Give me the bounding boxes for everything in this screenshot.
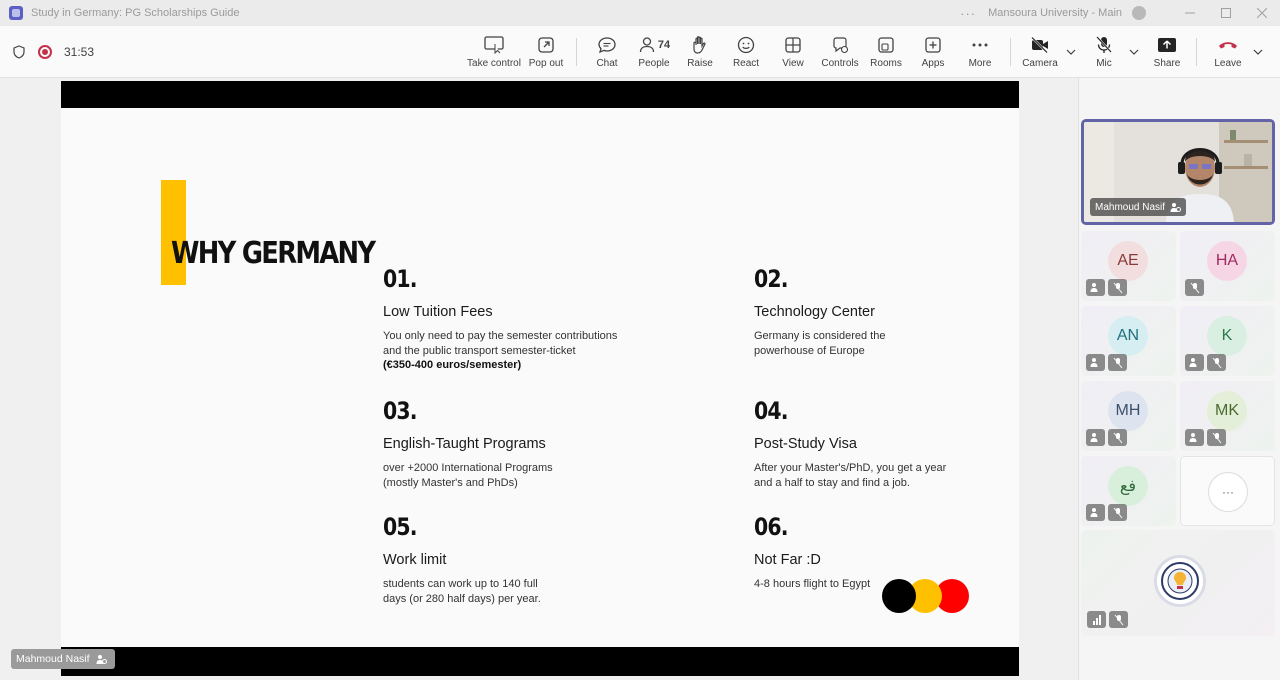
item-number: 05. xyxy=(383,513,417,541)
mic-off-icon xyxy=(1108,504,1127,521)
chat-icon xyxy=(597,34,617,56)
leave-options-chevron-down-icon[interactable] xyxy=(1252,46,1264,58)
participant-tile-an[interactable] xyxy=(1081,306,1176,376)
presenter-name-tag xyxy=(11,649,115,669)
mic-off-icon xyxy=(1095,34,1113,56)
more-icon xyxy=(971,34,989,56)
mic-off-icon xyxy=(1108,354,1127,371)
presenter-icon xyxy=(1185,354,1204,371)
item-body-bold: (€350-400 euros/semester) xyxy=(383,359,522,371)
apps-label: Apps xyxy=(921,58,945,69)
item-number: 03. xyxy=(383,397,417,425)
item-heading: Technology Center xyxy=(754,304,875,320)
toolbar-divider xyxy=(1010,38,1011,66)
item-heading: Work limit xyxy=(383,552,447,568)
slide-item-05 xyxy=(383,513,623,606)
signal-bars-icon xyxy=(1087,611,1106,628)
participant-tile-ha[interactable] xyxy=(1180,231,1275,301)
item-body: Germany is considered the powerhouse of Europe xyxy=(754,330,886,357)
hang-up-icon xyxy=(1217,34,1239,56)
toolbar-divider xyxy=(1196,38,1197,66)
item-body-text: You only need to pay the semester contributions and the public transport semester-ticket xyxy=(383,330,618,357)
minimize-icon[interactable] xyxy=(1172,0,1208,26)
maximize-icon[interactable] xyxy=(1208,0,1244,26)
rooms-label: Rooms xyxy=(870,58,902,69)
close-icon[interactable] xyxy=(1244,0,1280,26)
view-label: View xyxy=(782,58,804,69)
participant-tile-k[interactable] xyxy=(1180,306,1275,376)
more-participants-tile[interactable] xyxy=(1180,456,1275,526)
share-screen-icon xyxy=(1157,34,1177,56)
featured-video-tile[interactable] xyxy=(1081,119,1275,225)
presenter-icon xyxy=(1086,279,1105,296)
controls-label: Controls xyxy=(821,58,859,69)
presenter-icon xyxy=(96,654,107,665)
take-control-label: Take control xyxy=(467,58,521,69)
item-number: 04. xyxy=(754,397,788,425)
more-participants-icon: ··· xyxy=(1208,472,1248,512)
camera-off-icon xyxy=(1030,34,1050,56)
leave-label: Leave xyxy=(1214,58,1242,69)
presenter-icon xyxy=(1185,429,1204,446)
share-button[interactable] xyxy=(1139,34,1195,69)
pop-out-icon xyxy=(537,34,555,56)
shared-content-stage[interactable] xyxy=(0,78,1078,680)
window-title: Study in Germany: PG Scholarships Guide xyxy=(31,7,240,19)
item-heading: Not Far :D xyxy=(754,552,821,568)
room-tile[interactable] xyxy=(1081,530,1275,636)
participant-tile-arabic[interactable] xyxy=(1081,456,1176,526)
smiley-icon xyxy=(737,34,755,56)
participant-avatar: HA xyxy=(1207,241,1247,281)
recording-icon xyxy=(38,45,52,59)
participant-avatar: K xyxy=(1207,316,1247,356)
take-control-button[interactable] xyxy=(466,34,522,69)
featured-name-tag xyxy=(1090,198,1186,216)
react-label: React xyxy=(732,58,760,69)
people-count: 74 xyxy=(657,39,671,51)
pop-out-label: Pop out xyxy=(528,58,564,69)
participant-avatar: AN xyxy=(1108,316,1148,356)
presenter-name: Mahmoud Nasif xyxy=(16,653,90,665)
presentation-slide xyxy=(61,81,1019,676)
mic-off-icon xyxy=(1207,354,1226,371)
mic-off-icon xyxy=(1108,429,1127,446)
raise-hand-icon xyxy=(691,34,709,56)
mic-off-icon xyxy=(1185,279,1204,296)
leave-button[interactable] xyxy=(1200,34,1256,69)
grid-view-icon xyxy=(784,34,802,56)
item-heading: English-Taught Programs xyxy=(383,436,546,452)
controls-icon xyxy=(831,34,849,56)
slide-item-02 xyxy=(754,265,994,358)
share-label: Share xyxy=(1153,58,1181,69)
presenter-icon xyxy=(1086,354,1105,371)
chat-label: Chat xyxy=(596,58,618,69)
camera-button[interactable] xyxy=(1012,34,1068,69)
add-apps-icon xyxy=(924,34,942,56)
german-flag-dots xyxy=(882,579,972,615)
presenter-icon xyxy=(1086,504,1105,521)
participant-tile-ae[interactable] xyxy=(1081,231,1176,301)
featured-participant-name: Mahmoud Nasif xyxy=(1095,201,1166,213)
breakout-rooms-icon xyxy=(877,34,895,56)
title-bar xyxy=(0,0,1280,26)
item-body xyxy=(383,329,623,373)
slide-top-bar xyxy=(61,81,1019,108)
camera-label: Camera xyxy=(1022,58,1058,69)
presenter-icon xyxy=(1170,202,1181,213)
participants-gallery xyxy=(1078,78,1280,680)
item-number: 02. xyxy=(754,265,788,293)
mic-label: Mic xyxy=(1096,58,1112,69)
take-control-icon xyxy=(484,34,504,56)
toolbar-divider xyxy=(576,38,577,66)
more-button[interactable] xyxy=(952,34,1008,69)
pop-out-button[interactable] xyxy=(518,34,574,69)
participant-tile-mh[interactable] xyxy=(1081,381,1176,451)
shield-icon[interactable] xyxy=(12,45,26,59)
item-heading: Low Tuition Fees xyxy=(383,304,493,320)
org-name[interactable]: Mansoura University - Main xyxy=(988,7,1122,19)
slide-item-04 xyxy=(754,397,994,490)
org-avatar[interactable] xyxy=(1132,6,1146,20)
item-number: 01. xyxy=(383,265,417,293)
people-icon xyxy=(638,34,670,56)
more-label: More xyxy=(968,58,992,69)
flag-dot-black xyxy=(882,579,916,613)
item-heading: Post-Study Visa xyxy=(754,436,857,452)
raise-hand-label: Raise xyxy=(687,58,713,69)
slide-title: WHY GERMANY xyxy=(171,236,375,271)
mic-off-icon xyxy=(1109,611,1128,628)
university-logo xyxy=(1154,555,1206,607)
window-more-icon[interactable]: ··· xyxy=(960,5,977,21)
mic-off-icon xyxy=(1108,279,1127,296)
item-body: After your Master's/PhD, you get a year and a half to stay and find a job. xyxy=(754,462,947,489)
participant-avatar: فع xyxy=(1108,466,1148,506)
slide-item-03 xyxy=(383,397,623,490)
meeting-timer: 31:53 xyxy=(64,45,95,59)
mic-off-icon xyxy=(1207,429,1226,446)
item-body: students can work up to 140 full days (or 280 half days) per year. xyxy=(383,578,541,605)
slide-item-01 xyxy=(383,265,623,373)
meeting-toolbar xyxy=(0,26,1280,78)
people-label: People xyxy=(638,58,670,69)
participant-avatar: MK xyxy=(1207,391,1247,431)
participant-avatar: AE xyxy=(1108,241,1148,281)
presenter-icon xyxy=(1086,429,1105,446)
item-body: 4-8 hours flight to Egypt xyxy=(754,578,871,590)
item-number: 06. xyxy=(754,513,788,541)
participant-avatar: MH xyxy=(1108,391,1148,431)
participant-tile-mk[interactable] xyxy=(1180,381,1275,451)
item-body: over +2000 International Programs (mostly Master's and PhDs) xyxy=(383,462,553,489)
teams-app-icon xyxy=(9,6,23,20)
slide-bottom-bar xyxy=(61,647,1019,676)
mic-button[interactable] xyxy=(1076,34,1132,69)
